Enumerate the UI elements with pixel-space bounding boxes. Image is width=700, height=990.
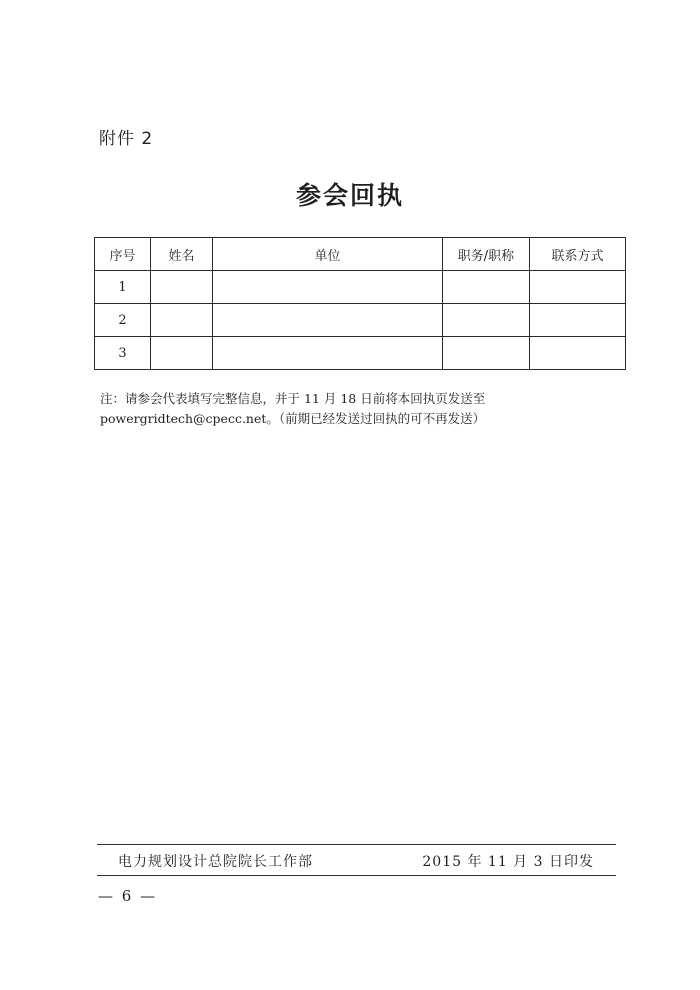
column-header-contact: 联系方式 [530, 238, 626, 271]
column-header-title: 职务/职称 [443, 238, 530, 271]
table-row [95, 304, 626, 337]
column-header-organization: 单位 [213, 238, 443, 271]
row-index-cell: 2 [95, 304, 151, 337]
title-cell[interactable] [443, 271, 530, 304]
name-cell[interactable] [151, 337, 213, 370]
contact-cell[interactable] [530, 304, 626, 337]
submission-note [100, 389, 620, 429]
issuing-organization: 电力规划设计总院院长工作部 [118, 854, 313, 870]
table-row [95, 271, 626, 304]
page-title: 参会回执 [295, 181, 404, 210]
organization-cell[interactable] [213, 271, 443, 304]
row-index-cell: 3 [95, 337, 151, 370]
issue-date: 2015 年 11 月 3 日印发 [422, 854, 594, 870]
attachment-label: 附件 2 [99, 129, 154, 149]
name-cell[interactable] [151, 271, 213, 304]
organization-cell[interactable] [213, 304, 443, 337]
note-line-instructions: 注：请参会代表填写完整信息，并于 11 月 18 日前将本回执页发送至 [100, 391, 486, 406]
table-row [95, 337, 626, 370]
footer-bottom-divider [97, 875, 616, 876]
note-line-email: powergridtech@cpecc.net。（前期已经发送过回执的可不再发送） [100, 411, 486, 426]
name-cell[interactable] [151, 304, 213, 337]
page-number: — 6 — [98, 887, 158, 905]
title-cell[interactable] [443, 337, 530, 370]
column-header-name: 姓名 [151, 238, 213, 271]
receipt-table [94, 237, 626, 370]
organization-cell[interactable] [213, 337, 443, 370]
contact-cell[interactable] [530, 337, 626, 370]
contact-cell[interactable] [530, 271, 626, 304]
footer-top-divider [97, 844, 616, 845]
title-cell[interactable] [443, 304, 530, 337]
row-index-cell: 1 [95, 271, 151, 304]
table-header-row [95, 238, 626, 271]
column-header-index: 序号 [95, 238, 151, 271]
